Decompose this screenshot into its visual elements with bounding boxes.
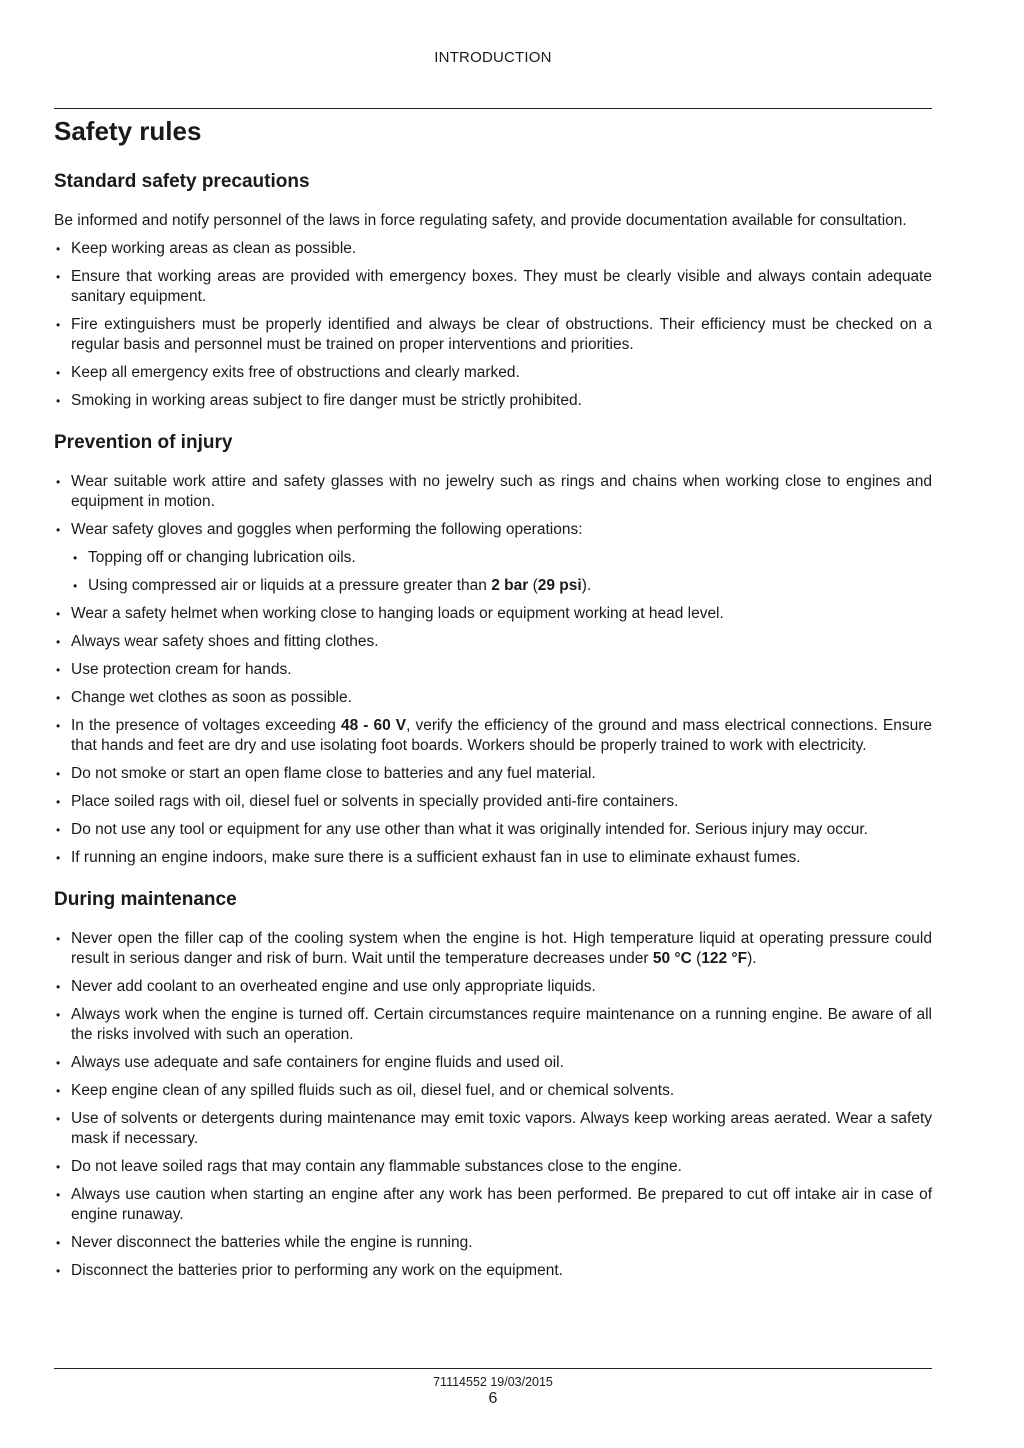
list-item: • Always work when the engine is turned off. Certain circumstances require maintenance on a running engine. Be aware of all the risks involved with such an operation. — [54, 1005, 932, 1045]
list-item: • Wear a safety helmet when working close to hanging loads or equipment working at head level. — [54, 604, 932, 624]
list-item: • Never disconnect the batteries while the engine is running. — [54, 1233, 932, 1253]
pressure-bar-value: 2 bar — [491, 577, 529, 594]
footer-doc-code: 71114552 19/03/2015 — [433, 1375, 553, 1389]
list-item: • Keep all emergency exits free of obstructions and clearly marked. — [54, 363, 932, 383]
list-item — [54, 716, 932, 756]
list-item: • Never add coolant to an overheated engine and use only appropriate liquids. — [54, 977, 932, 997]
list-item: • Wear suitable work attire and safety glasses with no jewelry such as rings and chains when working close to engines and equipment in motion. — [54, 472, 932, 512]
running-header: INTRODUCTION — [434, 49, 552, 66]
temperature-f-value: 122 °F — [701, 950, 748, 967]
list-item: • Ensure that working areas are provided with emergency boxes. They must be clearly visible and always contain adequate sanitary equipment. — [54, 267, 932, 307]
list-item: • Fire extinguishers must be properly identified and always be clear of obstructions. Their efficiency must be checked on a regular basis and personnel must be trained on proper interventions and priorities. — [54, 315, 932, 355]
list-item: • Keep engine clean of any spilled fluids such as oil, diesel fuel, and or chemical solvents. — [54, 1081, 932, 1101]
text-run: ( — [691, 950, 702, 967]
sub-list-item: • Topping off or changing lubrication oils. — [71, 548, 932, 568]
header-rule — [54, 108, 932, 109]
page-content — [54, 114, 932, 1301]
list-item: • Do not use any tool or equipment for any use other than what it was originally intended for. Serious injury may occur. — [54, 820, 932, 840]
section-standard-safety — [54, 170, 932, 411]
list-item: • Use protection cream for hands. — [54, 660, 932, 680]
text-run: , verify the efficiency of the ground and mass electrical connections. Ensure that hands and feet are dry and use isolating foot boards. Workers should be properly trained to work with electricity. — [71, 717, 932, 754]
list-item: • Always use adequate and safe containers for engine fluids and used oil. — [54, 1053, 932, 1073]
text-run: ( — [528, 577, 538, 594]
list-item: • Do not leave soiled rags that may contain any flammable substances close to the engine. — [54, 1157, 932, 1177]
text-run: ). — [581, 577, 592, 594]
text-run: Using compressed air or liquids at a pressure greater than — [88, 577, 492, 594]
pressure-psi-value: 29 psi — [537, 577, 582, 594]
footer-rule — [54, 1368, 932, 1369]
temperature-c-value: 50 °C — [652, 950, 692, 967]
section-heading: Prevention of injury — [54, 432, 233, 453]
bullet-list — [54, 239, 932, 411]
list-item: • Place soiled rags with oil, diesel fuel or solvents in specially provided anti-fire containers. — [54, 792, 932, 812]
list-item: • Keep working areas as clean as possible. — [54, 239, 932, 259]
page-title: Safety rules — [54, 116, 202, 146]
text-run: Never open the filler cap of the cooling system when the engine is hot. High temperature liquid at operating pressure could result in serious danger and risk of burn. Wait until the temperature decreases under — [71, 930, 932, 967]
sub-list-item — [71, 576, 932, 596]
voltage-value: 48 - 60 V — [340, 717, 407, 734]
section-during-maintenance — [54, 888, 932, 1281]
section-intro: Be informed and notify personnel of the laws in force regulating safety, and provide documentation available for consultation. — [54, 212, 907, 229]
list-item: • Wear safety gloves and goggles when performing the following operations: — [54, 520, 932, 540]
list-item: • Use of solvents or detergents during maintenance may emit toxic vapors. Always keep working areas aerated. Wear a safety mask if necessary. — [54, 1109, 932, 1149]
list-item: • If running an engine indoors, make sure there is a sufficient exhaust fan in use to eliminate exhaust fumes. — [54, 848, 932, 868]
section-heading: During maintenance — [54, 889, 237, 910]
list-item: • Smoking in working areas subject to fire danger must be strictly prohibited. — [54, 391, 932, 411]
list-item: • Do not smoke or start an open flame close to batteries and any fuel material. — [54, 764, 932, 784]
list-item: • Change wet clothes as soon as possible. — [54, 688, 932, 708]
section-heading: Standard safety precautions — [54, 171, 310, 192]
document-page — [54, 0, 932, 1448]
page-number: 6 — [488, 1390, 498, 1407]
text-run: ). — [747, 950, 757, 967]
list-item: • Disconnect the batteries prior to performing any work on the equipment. — [54, 1261, 932, 1281]
list-item: • Always wear safety shoes and fitting clothes. — [54, 632, 932, 652]
bullet-list — [54, 472, 932, 868]
bullet-list — [54, 929, 932, 1281]
list-item: • Always use caution when starting an engine after any work has been performed. Be prepared to cut off intake air in case of engine runaway. — [54, 1185, 932, 1225]
text-run: In the presence of voltages exceeding — [71, 717, 341, 734]
list-item — [54, 929, 932, 969]
section-prevention-of-injury — [54, 431, 932, 868]
